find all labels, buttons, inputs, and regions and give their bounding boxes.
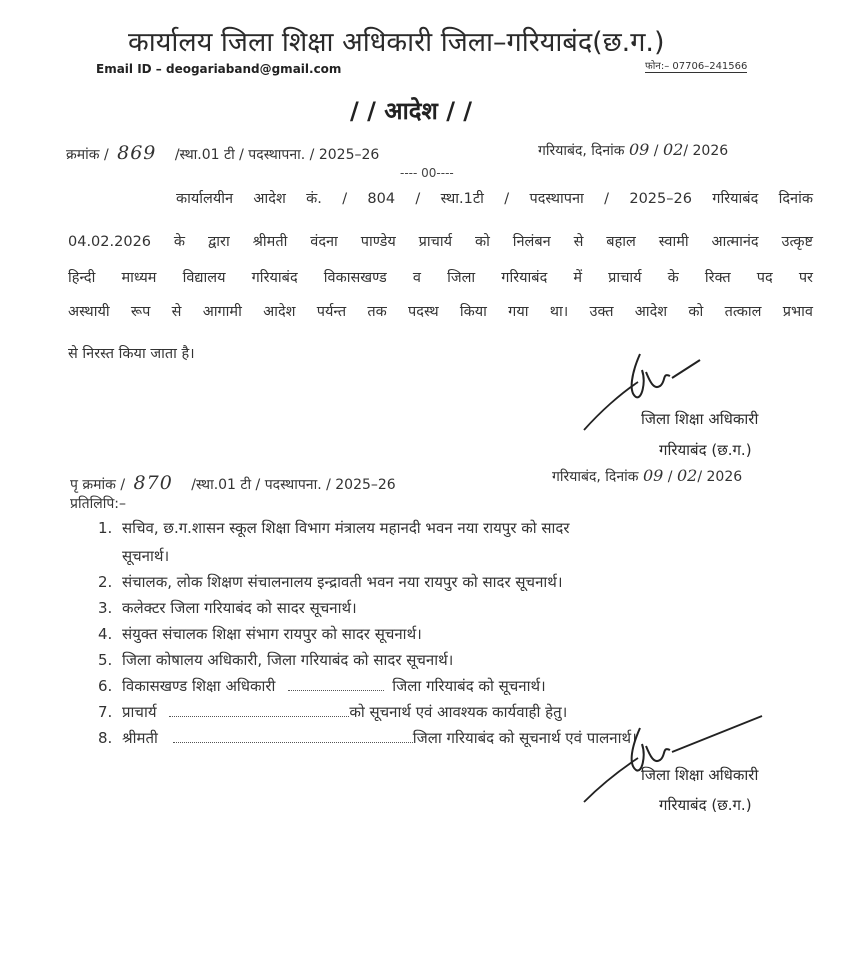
order-heading: / / आदेश / / <box>350 97 473 125</box>
blank-line <box>169 704 349 717</box>
office-title: कार्यालय जिला शिक्षा अधिकारी जिला–गरियाबंद(छ.ग.) <box>128 27 665 58</box>
ref2-place-date-label: गरियाबंद, दिनांक <box>552 469 639 485</box>
ref1-suffix: /स्था.01 टी / पदस्थापना. / 2025–26 <box>174 147 380 163</box>
ref2-month: 02 <box>676 466 698 485</box>
copy-item-6: 6. विकासखण्ड शिक्षा अधिकारी जिला गरियाबंद को सूचनार्थ। <box>98 677 546 695</box>
phone-number: फोन:– 07706–241566 <box>645 58 747 73</box>
copy-item-8: 8. श्रीमती जिला गरियाबंद को सूचनार्थ एवं पालनार्थ। <box>98 729 637 747</box>
body-line-3: हिन्दी माध्यम विद्यालय गरियाबंद विकासखण्ड व जिला गरियाबंद में प्राचार्य के रिक्त पद पर <box>68 270 813 286</box>
copy-item-5: 5. जिला कोषालय अधिकारी, जिला गरियाबंद को सादर सूचनार्थ। <box>98 651 454 669</box>
ref2-year: 2026 <box>706 469 743 485</box>
ref2-day: 09 <box>642 466 664 485</box>
body-line-2: 04.02.2026 के द्वारा श्रीमती वंदना पाण्डेय प्राचार्य को निलंबन से बहाल स्वामी आत्मानंद उत्कृष्ट <box>68 234 813 250</box>
copy-item-1: 1. सचिव, छ.ग.शासन स्कूल शिक्षा विभाग मंत्रालय महानदी भवन नया रायपुर को सादर <box>98 519 570 537</box>
copy-item-7: 7. प्राचार्य को सूचनार्थ एवं आवश्यक कार्यवाही हेतु। <box>98 703 568 721</box>
copy-item-3: 3. कलेक्टर जिला गरियाबंद को सादर सूचनार्थ। <box>98 599 357 617</box>
blank-line <box>288 678 384 691</box>
ref1-place-date-label: गरियाबंद, दिनांक <box>538 143 625 159</box>
copy-item-1-cont: सूचनार्थ। <box>122 547 170 565</box>
ref1-line <box>66 142 379 164</box>
body-line-5: से निरस्त किया जाता है। <box>68 346 195 362</box>
ref1-year: 2026 <box>692 143 729 159</box>
ref2-date: गरियाबंद, दिनांक 09 / 02/ 2026 <box>552 466 743 485</box>
body-line-1: कार्यालयीन आदेश कं. / 804 / स्था.1टी / पदस्थापना / 2025–26 गरियाबंद दिनांक <box>176 191 813 207</box>
ref1-month: 02 <box>662 140 684 159</box>
ref1-date: गरियाबंद, दिनांक 09 / 02/ 2026 <box>538 140 729 159</box>
copy-item-4: 4. संयुक्त संचालक शिक्षा संभाग रायपुर को सादर सूचनार्थ। <box>98 625 422 643</box>
ref1-number: 869 <box>117 142 157 164</box>
ref2-line <box>70 472 396 494</box>
ref2-suffix: /स्था.01 टी / पदस्थापना. / 2025–26 <box>191 477 396 493</box>
ref1-day: 09 <box>628 140 650 159</box>
copy-label: प्रतिलिपि:– <box>70 496 126 512</box>
copy-item-2: 2. संचालक, लोक शिक्षण संचालनालय इन्द्रावती भवन नया रायपुर को सादर सूचनार्थ। <box>98 573 563 591</box>
signature-2-designation: जिला शिक्षा अधिकारी <box>641 766 759 784</box>
ref2-label: पृ क्रमांक / <box>70 477 126 493</box>
ref1-label: क्रमांक / <box>66 147 109 163</box>
signature-1-place: गरियाबंद (छ.ग.) <box>659 441 752 459</box>
signature-2-place: गरियाबंद (छ.ग.) <box>659 796 752 814</box>
ref2-number: 870 <box>133 472 173 494</box>
body-line-4: अस्थायी रूप से आगामी आदेश पर्यन्त तक पदस्थ किया गया था। उक्त आदेश को तत्काल प्रभाव <box>68 304 813 320</box>
email-id: Email ID – deogariaband@gmail.com <box>96 62 342 76</box>
blank-line <box>173 730 413 743</box>
signature-1-designation: जिला शिक्षा अधिकारी <box>641 410 759 428</box>
separator: ---- 00---- <box>400 166 454 180</box>
